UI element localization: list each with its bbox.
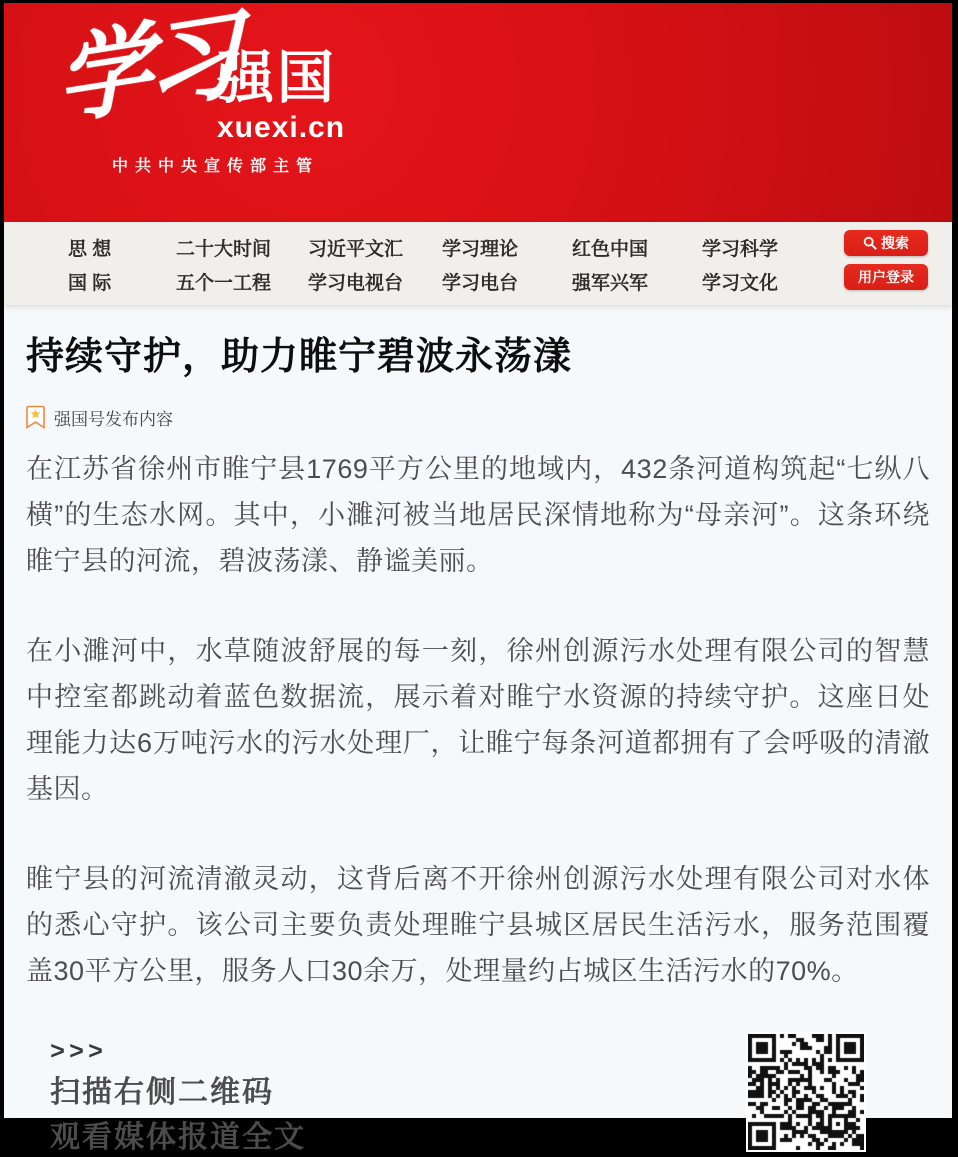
- article-body: [26, 446, 930, 994]
- nav-item-wenhui[interactable]: 习近平文汇: [308, 238, 404, 260]
- search-icon: [863, 236, 877, 250]
- article-paragraph: 在小濉河中，水草随波舒展的每一刻，徐州创源污水处理有限公司的智慧中控室都跳动着蓝色数据流，展示着对睢宁水资源的持续守护。这座日处理能力达6万吨污水的污水处理厂，让睢宁每条河道都拥有了会呼吸的清澈基因。: [26, 636, 930, 805]
- promo-arrows: >>>: [50, 1038, 108, 1068]
- qiangguohao-badge-label: 强国号发布内容: [54, 409, 173, 429]
- nav-item-diantai[interactable]: 学习电台: [442, 272, 519, 294]
- login-button[interactable]: [844, 264, 928, 290]
- nav-item-qiangjun[interactable]: 强军兴军: [572, 272, 649, 294]
- ribbon-star-icon: [26, 405, 45, 429]
- promo-line-1: 扫描右侧二维码: [50, 1076, 274, 1110]
- main-nav: [4, 222, 952, 305]
- logo-calligraphy-xuexi[interactable]: 学习: [54, 0, 238, 137]
- nav-item-lilun[interactable]: 学习理论: [442, 238, 519, 260]
- nav-item-hongse[interactable]: 红色中国: [572, 238, 649, 260]
- nav-item-wenhua[interactable]: 学习文化: [702, 272, 779, 294]
- nav-item-guoji[interactable]: 国 际: [68, 272, 112, 294]
- nav-buttons: [844, 230, 928, 290]
- article-title: 持续守护，助力睢宁碧波永荡漾: [26, 336, 573, 378]
- masthead-tagline: 中共中央宣传部主管: [112, 158, 320, 175]
- search-button[interactable]: [844, 230, 928, 256]
- qr-code: [746, 1032, 866, 1152]
- article-content: [4, 333, 952, 1157]
- promo-line-2: 观看媒体报道全文: [50, 1121, 306, 1155]
- login-button-label: 用户登录: [858, 269, 914, 285]
- logo-block[interactable]: [217, 46, 346, 145]
- promo-text-block: [50, 1038, 306, 1157]
- logo-domain: xuexi.cn: [217, 110, 346, 144]
- search-button-label: 搜索: [881, 235, 909, 251]
- logo-text-qiangguo: 强国: [217, 46, 337, 110]
- nav-grid: [68, 230, 842, 298]
- scan-qr-promo: [26, 1038, 930, 1157]
- site-masthead: [4, 0, 952, 222]
- nav-item-wugeyi[interactable]: 五个一工程: [176, 272, 272, 294]
- article-paragraph: 睢宁县的河流清澈灵动，这背后离不开徐州创源污水处理有限公司对水体的悉心守护。该公司主要负责处理睢宁县城区居民生活污水，服务范围覆盖30平方公里，服务人口30余万，处理量约占城区生活污水的70%。: [26, 864, 930, 987]
- article-paragraph: 在江苏省徐州市睢宁县1769平方公里的地域内，432条河道构筑起“七纵八横”的生态水网。其中，小濉河被当地居民深情地称为“母亲河”。这条环绕睢宁县的河流，碧波荡漾、静谧美丽。: [26, 454, 930, 577]
- nav-item-dianshitai[interactable]: 学习电视台: [308, 272, 404, 294]
- nav-item-ershida[interactable]: 二十大时间: [176, 238, 272, 260]
- nav-item-kexue[interactable]: 学习科学: [702, 238, 779, 260]
- page: [4, 0, 952, 1155]
- nav-item-sixiang[interactable]: 思 想: [68, 238, 112, 260]
- qiangguohao-badge: [26, 404, 930, 430]
